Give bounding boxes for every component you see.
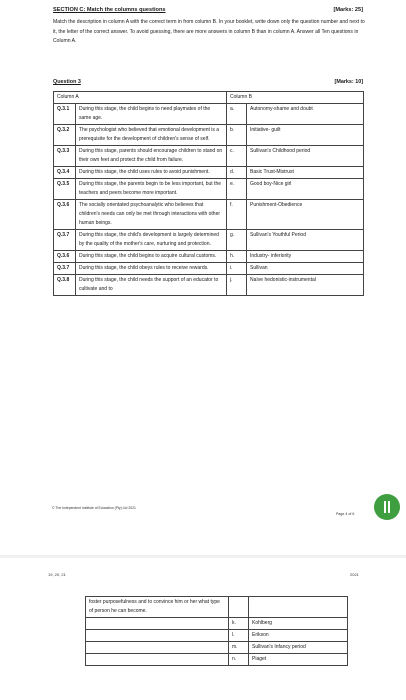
column-a-description: The socially orientated psychoanalytic who believes that children's needs can only be met through interactions with other human beings. bbox=[76, 200, 227, 230]
column-a-description: During this stage, parents should encourage children to stand on their own feet and protect the child from failure. bbox=[76, 146, 227, 167]
question-header bbox=[53, 79, 363, 85]
option-letter: c. bbox=[227, 146, 247, 167]
page-number: Page 4 of 6 bbox=[336, 512, 355, 516]
option-letter: e. bbox=[227, 179, 247, 200]
question-number: Q.3.8 bbox=[54, 275, 76, 296]
table-row bbox=[54, 179, 364, 200]
copyright-note: © The Independent Institute of Education (Pty) Ltd 2021 bbox=[52, 506, 136, 510]
section-header bbox=[53, 7, 363, 13]
column-a-description: During this stage, the child obeys rules to receive rewards. bbox=[76, 263, 227, 275]
table-row bbox=[54, 275, 364, 296]
column-b-term: Basic Trust-Mistrust bbox=[247, 167, 364, 179]
option-letter: b. bbox=[227, 125, 247, 146]
question-number: Q.3.4 bbox=[54, 167, 76, 179]
column-b-term: Sullivan's Infancy period bbox=[249, 642, 348, 654]
table-row bbox=[54, 200, 364, 230]
table-row bbox=[54, 146, 364, 167]
column-a-description bbox=[86, 630, 229, 642]
question-number: Q.3.7 bbox=[54, 230, 76, 251]
option-letter: l. bbox=[229, 630, 249, 642]
table-row bbox=[54, 251, 364, 263]
option-letter: k. bbox=[229, 618, 249, 630]
option-letter: f. bbox=[227, 200, 247, 230]
matching-table bbox=[53, 91, 364, 296]
column-b-header: Column B bbox=[227, 92, 364, 104]
question-marks: [Marks: 10] bbox=[334, 79, 363, 85]
question-title: Question 3 bbox=[53, 79, 81, 85]
option-letter: n. bbox=[229, 654, 249, 666]
column-b-term: Good boy-Nice girl bbox=[247, 179, 364, 200]
column-a-description bbox=[86, 618, 229, 630]
section-marks: [Marks: 25] bbox=[333, 7, 363, 13]
option-letter: a. bbox=[227, 104, 247, 125]
table-row bbox=[86, 654, 348, 666]
table-row bbox=[54, 167, 364, 179]
table-row bbox=[54, 125, 364, 146]
column-a-header: Column A bbox=[54, 92, 227, 104]
table-row bbox=[86, 618, 348, 630]
column-b-term: Naïve hedonistic-instrumental bbox=[247, 275, 364, 296]
table-row bbox=[54, 230, 364, 251]
page2-year: 2021 bbox=[350, 572, 359, 577]
column-b-term: Sullivan's Youthful Period bbox=[247, 230, 364, 251]
table-header-row bbox=[54, 92, 364, 104]
column-a-description: The psychologist who believed that emotional development is a prerequisite for the development of children's sense of self. bbox=[76, 125, 227, 146]
option-letter: i. bbox=[227, 263, 247, 275]
question-number: Q.3.5 bbox=[54, 179, 76, 200]
page-divider bbox=[0, 555, 406, 558]
column-a-description: foster purposefulness and to convince him or her what type of person he can become. bbox=[86, 597, 229, 618]
matching-table-continued bbox=[85, 596, 348, 666]
column-b-term bbox=[249, 597, 348, 618]
question-number: Q.3.3 bbox=[54, 146, 76, 167]
column-b-term: Punishment-Obedience bbox=[247, 200, 364, 230]
option-letter: j. bbox=[227, 275, 247, 296]
table-row bbox=[86, 597, 348, 618]
table-row bbox=[54, 104, 364, 125]
option-letter: h. bbox=[227, 251, 247, 263]
column-a-description: During this stage, the child begins to need playmates of the same age. bbox=[76, 104, 227, 125]
column-b-term: Erikson bbox=[249, 630, 348, 642]
column-a-description: During this stage, the child's development is largely determined by the quality of the mother's care, nurturing and protection. bbox=[76, 230, 227, 251]
section-title: SECTION C: Match the columns questions bbox=[53, 7, 166, 13]
column-a-description: During this stage, the parents begin to be less important, but the teachers and peers become more important. bbox=[76, 179, 227, 200]
column-b-term: Industry- inferiority bbox=[247, 251, 364, 263]
table-row bbox=[86, 642, 348, 654]
pause-icon bbox=[388, 501, 390, 513]
question-number: Q.3.2 bbox=[54, 125, 76, 146]
question-number: Q.3.7 bbox=[54, 263, 76, 275]
column-b-term: Sullivan's Childhood period bbox=[247, 146, 364, 167]
column-b-term: Piaget bbox=[249, 654, 348, 666]
pause-button[interactable] bbox=[374, 494, 400, 520]
column-a-description bbox=[86, 642, 229, 654]
column-b-term: Kohlberg bbox=[249, 618, 348, 630]
option-letter: m. bbox=[229, 642, 249, 654]
column-a-description bbox=[86, 654, 229, 666]
column-a-description: During this stage, the child uses rules to avoid punishment. bbox=[76, 167, 227, 179]
option-letter: g. bbox=[227, 230, 247, 251]
column-b-term: Sullivan bbox=[247, 263, 364, 275]
column-a-description: During this stage, the child begins to acquire cultural customs. bbox=[76, 251, 227, 263]
section-instructions: Match the description in column A with the correct term in from column B. In your booklet, write down only the question number and next to it, the letter of the correct answer. To avoid guessing, there are more answers in column B than in column A. Answer all Ten questions in Column A. bbox=[53, 19, 365, 44]
column-b-term: Initiative- guilt bbox=[247, 125, 364, 146]
table-row bbox=[54, 263, 364, 275]
question-number: Q.3.6 bbox=[54, 251, 76, 263]
option-letter bbox=[229, 597, 249, 618]
table-row bbox=[86, 630, 348, 642]
question-number: Q.3.6 bbox=[54, 200, 76, 230]
column-b-term: Autonomy-shame and doubt bbox=[247, 104, 364, 125]
question-number: Q.3.1 bbox=[54, 104, 76, 125]
page2-code: 19, 20, 21 bbox=[48, 572, 66, 577]
pause-icon bbox=[384, 501, 386, 513]
column-a-description: During this stage, the child needs the support of an educator to cultivate and to bbox=[76, 275, 227, 296]
option-letter: d. bbox=[227, 167, 247, 179]
